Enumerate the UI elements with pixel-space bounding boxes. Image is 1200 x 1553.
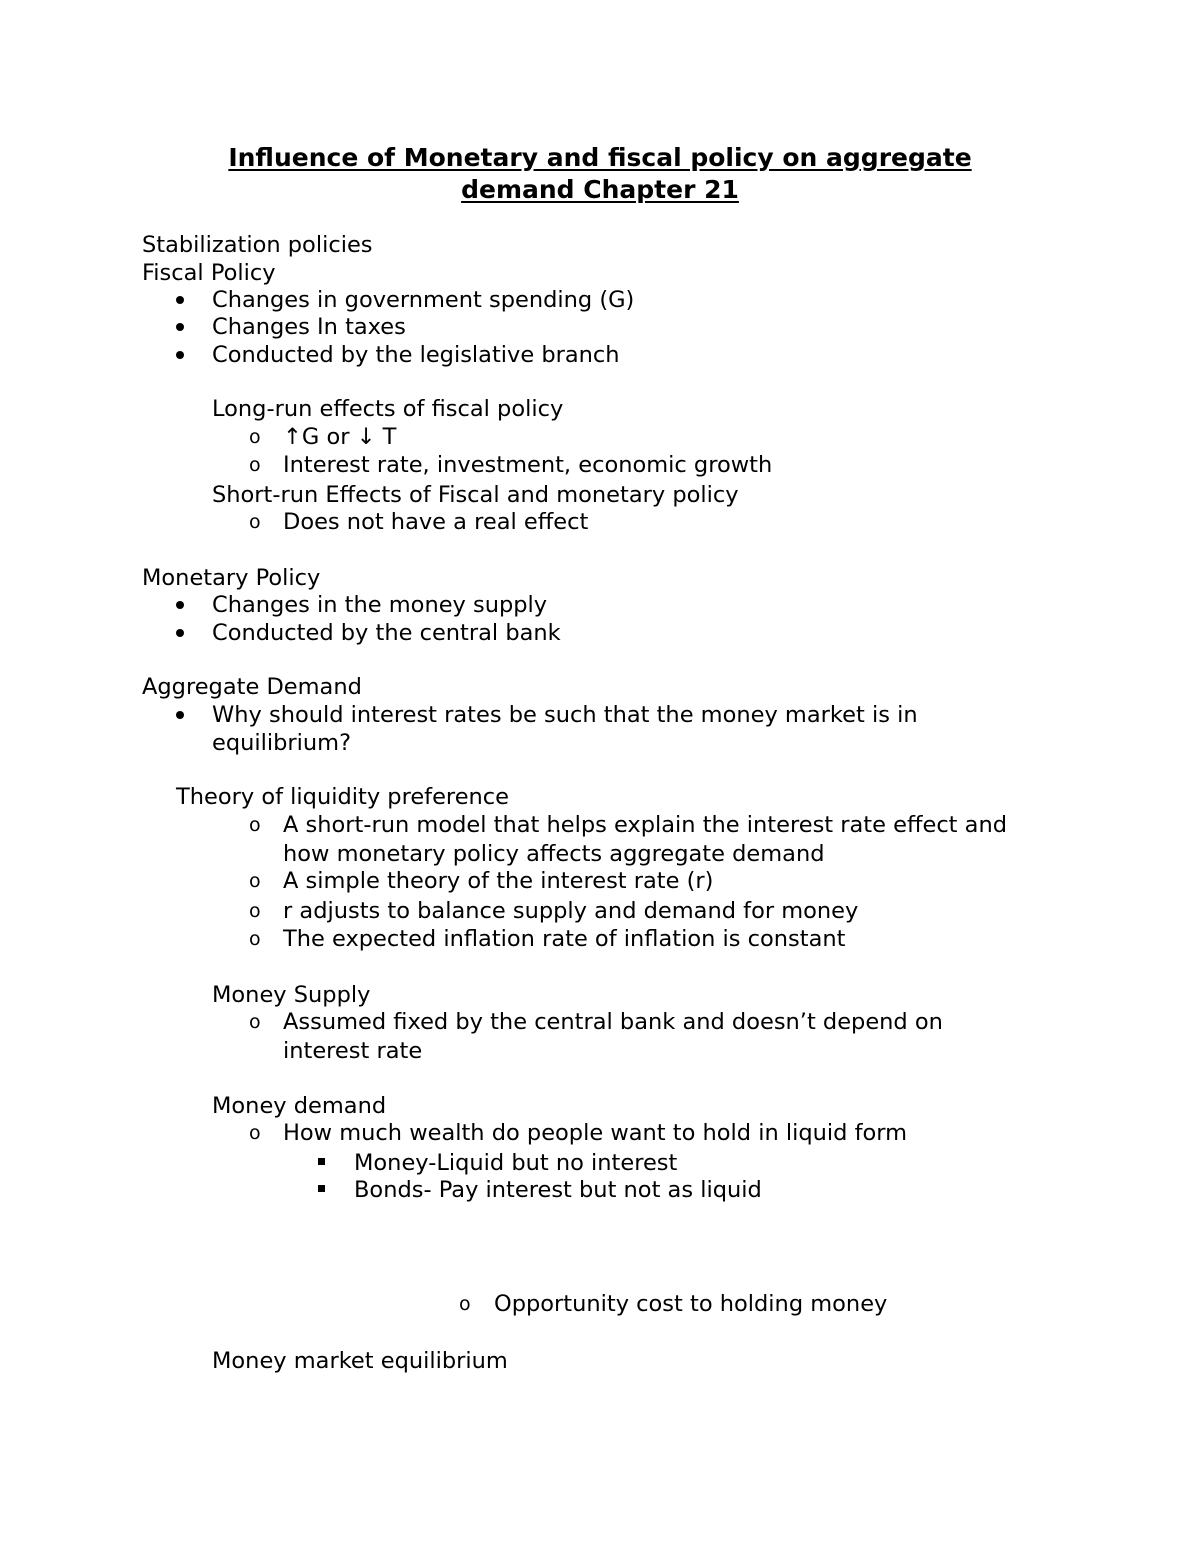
opportunity-cost-item: Opportunity cost to holding money [494, 1291, 888, 1317]
bullet-icon [176, 296, 184, 304]
fiscal-bullet: Changes in government spending (G) [212, 287, 635, 313]
square-bullet-icon [318, 1158, 325, 1165]
bullet-icon [176, 351, 184, 359]
monetary-policy-heading: Monetary Policy [142, 565, 321, 591]
monetary-bullet: Changes in the money supply [212, 592, 548, 618]
stabilization-heading: Stabilization policies [142, 232, 373, 258]
money-demand-sub-item: Money-Liquid but no interest [354, 1150, 678, 1176]
liquidity-heading: Theory of liquidity preference [176, 784, 510, 810]
circle-bullet-icon: o [249, 1122, 261, 1144]
fiscal-bullet: Conducted by the legislative branch [212, 342, 620, 368]
bullet-icon [176, 601, 184, 609]
longrun-item: Interest rate, investment, economic growth [283, 452, 773, 478]
shortrun-heading: Short-run Effects of Fiscal and monetary policy [212, 482, 739, 508]
liquidity-item-line-1: A short-run model that helps explain the interest rate effect and [283, 812, 1007, 838]
circle-bullet-icon: o [249, 928, 261, 950]
document-title-line-2: demand Chapter 21 [461, 175, 739, 204]
money-demand-heading: Money demand [212, 1093, 387, 1119]
circle-bullet-icon: o [249, 870, 261, 892]
document-title-line-1: Influence of Monetary and fiscal policy on aggregate [228, 143, 972, 172]
money-market-equilibrium-heading: Money market equilibrium [212, 1348, 508, 1374]
square-bullet-icon [318, 1185, 325, 1192]
circle-bullet-icon: o [249, 900, 261, 922]
monetary-bullet: Conducted by the central bank [212, 620, 561, 646]
money-supply-item-line-1: Assumed fixed by the central bank and doesn’t depend on [283, 1009, 943, 1035]
aggregate-bullet-line-1: Why should interest rates be such that the money market is in [212, 702, 918, 728]
liquidity-item: The expected inflation rate of inflation is constant [283, 926, 846, 952]
fiscal-policy-heading: Fiscal Policy [142, 260, 276, 286]
circle-bullet-icon: o [249, 814, 261, 836]
aggregate-demand-heading: Aggregate Demand [142, 674, 362, 700]
liquidity-item: r adjusts to balance supply and demand for money [283, 898, 859, 924]
circle-bullet-icon: o [459, 1293, 471, 1315]
longrun-item: ↑G or ↓ T [283, 424, 397, 450]
fiscal-bullet: Changes In taxes [212, 314, 406, 340]
money-demand-sub-item: Bonds- Pay interest but not as liquid [354, 1177, 762, 1203]
money-supply-item-line-2: interest rate [283, 1038, 423, 1064]
circle-bullet-icon: o [249, 454, 261, 476]
aggregate-bullet-line-2: equilibrium? [212, 730, 352, 756]
money-demand-item: How much wealth do people want to hold in liquid form [283, 1120, 908, 1146]
liquidity-item-line-2: how monetary policy affects aggregate demand [283, 841, 825, 867]
liquidity-item: A simple theory of the interest rate (r) [283, 868, 714, 894]
bullet-icon [176, 629, 184, 637]
circle-bullet-icon: o [249, 1011, 261, 1033]
shortrun-item: Does not have a real effect [283, 509, 589, 535]
circle-bullet-icon: o [249, 426, 261, 448]
circle-bullet-icon: o [249, 511, 261, 533]
bullet-icon [176, 711, 184, 719]
bullet-icon [176, 323, 184, 331]
longrun-heading: Long-run effects of fiscal policy [212, 396, 564, 422]
money-supply-heading: Money Supply [212, 982, 371, 1008]
